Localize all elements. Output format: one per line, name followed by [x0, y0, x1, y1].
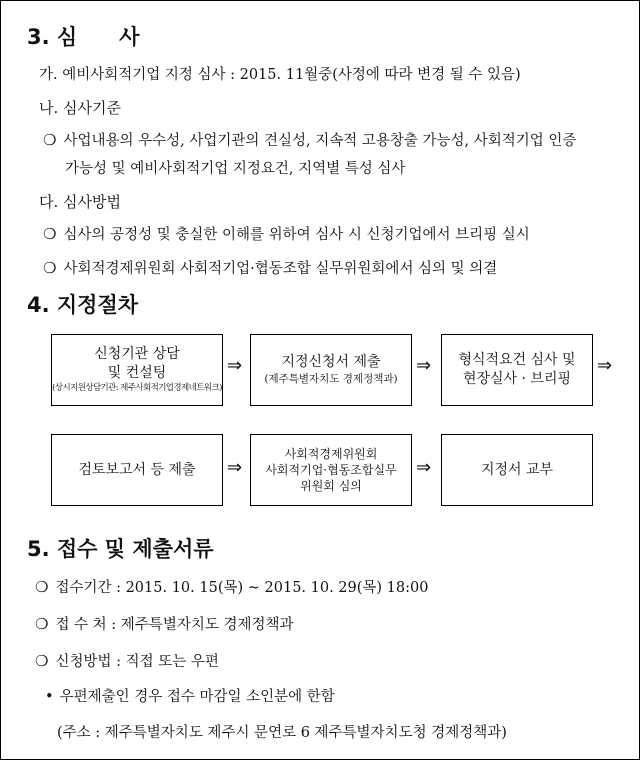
step-certificate-box [441, 434, 593, 506]
circle-bullet-icon: ❍ [43, 131, 57, 149]
submission-period-text: 접수기간 : 2015. 10. 15(목) ~ 2015. 10. 29(목) 18:00 [55, 580, 429, 596]
step-review-line-2: 현장실사 · 브리핑 [462, 371, 572, 387]
method-item-1 [43, 223, 530, 244]
circle-bullet-icon: ❍ [35, 615, 49, 633]
method-item-2 [43, 257, 497, 278]
submission-method-text: 신청방법 : 직접 또는 우편 [55, 654, 219, 670]
step-consulting-line-2: 및 컨설팅 [107, 365, 167, 382]
arrow-icon: ⇒ [416, 457, 432, 478]
step-consulting-box [51, 334, 223, 406]
step-application-box [250, 334, 412, 406]
criteria-item [43, 129, 576, 150]
criteria-line-2: 가능성 및 예비사회적기업 지정요건, 지역별 특성 심사 [65, 161, 406, 177]
step-certificate-main: 지정서 교부 [480, 461, 554, 478]
address: (주소 : 제주특별자치도 제주시 문연로 6 제주특별자치도청 경제정책과) [57, 725, 507, 741]
submission-period [35, 576, 428, 597]
arrow-icon: ⇒ [597, 355, 613, 376]
step-application-note: (제주특별자치도 경제정책과) [264, 373, 398, 386]
circle-bullet-icon: ❍ [43, 259, 57, 277]
step-committee-box [250, 434, 412, 506]
postal-note-text: 우편제출인 경우 접수 마감일 소인분에 한함 [59, 689, 335, 705]
submission-method [35, 650, 219, 671]
step-review-line-1: 형식적요건 심사 및 [458, 352, 576, 369]
section-3-da: 다. 심사방법 [39, 193, 121, 211]
method-item-2-text: 사회적경제위원회 사회적기업·협동조합 실무위원회에서 심의 및 의결 [63, 261, 498, 277]
step-review-box [441, 334, 593, 406]
circle-bullet-icon: ❍ [35, 578, 49, 596]
arrow-icon: ⇒ [416, 355, 432, 376]
section-3-ga: 가. 예비사회적기업 지정 심사 : 2015. 11월중(사정에 따라 변경 될 수 있음) [39, 67, 521, 83]
submission-place [35, 613, 294, 634]
step-report-box [51, 434, 223, 506]
step-committee-line-2: 사회적기업·협동조합실무 [265, 462, 397, 477]
criteria-line-1: 사업내용의 우수성, 사업기관의 견실성, 지속적 고용창출 가능성, 사회적기업 인증 [63, 133, 577, 149]
dot-bullet-icon: • [45, 689, 54, 705]
arrow-icon: ⇒ [227, 457, 243, 478]
section-5-title: 5. 접수 및 제출서류 [27, 537, 214, 561]
section-3-na: 나. 심사기준 [39, 99, 121, 117]
circle-bullet-icon: ❍ [43, 225, 57, 243]
section-4-title: 4. 지정절차 [27, 293, 139, 317]
postal-note [45, 685, 335, 706]
submission-place-text: 접 수 처 : 제주특별자치도 경제정책과 [55, 617, 294, 633]
step-consulting-note: (상시지원상담기관: 제주사회적기업경제네트워크) [52, 383, 222, 394]
step-application-main: 지정신청서 제출 [281, 354, 381, 371]
arrow-icon: ⇒ [227, 355, 243, 376]
circle-bullet-icon: ❍ [35, 652, 49, 670]
step-committee-line-1: 사회적경제위원회 [284, 446, 378, 461]
method-item-1-text: 심사의 공정성 및 충실한 이해를 위하여 심사 시 신청기업에서 브리핑 실시 [63, 227, 530, 243]
step-consulting-line-1: 신청기관 상담 [94, 346, 180, 363]
step-committee-line-3: 위원회 심의 [300, 479, 362, 494]
section-3-title: 3. 심 사 [27, 25, 140, 49]
step-report-main: 검토보고서 등 제출 [78, 461, 196, 478]
